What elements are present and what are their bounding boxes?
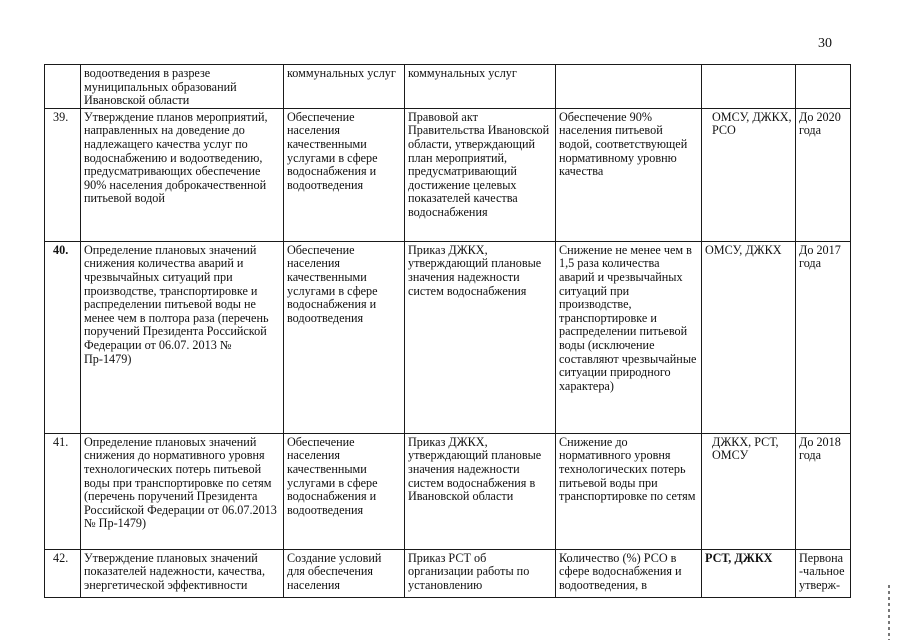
table-row (45, 433, 851, 549)
page-number: 30 (818, 36, 832, 51)
executor-cell: ОМСУ, ДЖКХ (702, 241, 796, 433)
table-row (45, 65, 851, 109)
event-cell: Утверждение планов мероприятий, направленных на доведение до надлежащего качества услуг по водоснабжению и водоотведению, предусматривающих обеспечение 90% населения доброкачественной питьевой водой (81, 108, 284, 241)
goal-cell: коммунальных услуг (284, 65, 405, 109)
event-cell: водоотведения в разрезе муниципальных образований Ивановской области (81, 65, 284, 109)
goal-cell: Создание условий для обеспечения населения (284, 549, 405, 597)
executor-cell: ДЖКХ, РСТ, ОМСУ (702, 433, 796, 549)
goal-cell: Обеспечение населения качественными услугами в сфере водоснабжения и водоотведения (284, 241, 405, 433)
deadline-cell (796, 65, 851, 109)
deadline-cell: До 2018 года (796, 433, 851, 549)
table-row (45, 241, 851, 433)
scan-edge-mark (888, 585, 890, 640)
goal-cell: Обеспечение населения качественными услугами в сфере водоснабжения и водоотведения (284, 108, 405, 241)
goal-cell: Обеспечение населения качественными услугами в сфере водоснабжения и водоотведения (284, 433, 405, 549)
deadline-cell: До 2017 года (796, 241, 851, 433)
row-number: 40. (45, 241, 81, 433)
document-cell: коммунальных услуг (405, 65, 556, 109)
result-cell: Снижение до нормативного уровня технологических потерь питьевой воды при транспортировке по сетям (556, 433, 702, 549)
executor-cell: РСТ, ДЖКХ (702, 549, 796, 597)
table-row (45, 108, 851, 241)
document-cell: Приказ РСТ об организации работы по установлению (405, 549, 556, 597)
event-cell: Утверждение плановых значений показателей надежности, качества, энергетической эффективности (81, 549, 284, 597)
deadline-cell: Первона-чальное утверж- (796, 549, 851, 597)
document-cell: Приказ ДЖКХ, утверждающий плановые значения надежности систем водоснабжения в Ивановской области (405, 433, 556, 549)
row-number: 42. (45, 549, 81, 597)
row-number (45, 65, 81, 109)
document-cell: Правовой акт Правительства Ивановской области, утверждающий план мероприятий, предусматривающий достижение целевых показателей качества водоснабжения (405, 108, 556, 241)
result-cell: Обеспечение 90% населения питьевой водой, соответствующей нормативному уровню качества (556, 108, 702, 241)
row-number: 39. (45, 108, 81, 241)
result-cell (556, 65, 702, 109)
deadline-cell: До 2020 года (796, 108, 851, 241)
executor-cell: ОМСУ, ДЖКХ, РСО (702, 108, 796, 241)
table-row (45, 549, 851, 597)
measures-table (44, 64, 851, 598)
event-cell: Определение плановых значений снижения до нормативного уровня технологических потерь питьевой воды при транспортировке по сетям (перечень поручений Президента Российской Федерации от 06.07.2013 № Пр-1479) (81, 433, 284, 549)
document-cell: Приказ ДЖКХ, утверждающий плановые значения надежности систем водоснабжения (405, 241, 556, 433)
event-cell: Определение плановых значений снижения количества аварий и чрезвычайных ситуаций при производстве, транспортировке и распределении питьевой воды не менее чем в полтора раза (перечень поручений Президента Российской Федерации от 06.07. 2013 № Пр-1479) (81, 241, 284, 433)
result-cell: Количество (%) РСО в сфере водоснабжения и водоотведения, в (556, 549, 702, 597)
result-cell: Снижение не менее чем в 1,5 раза количества аварий и чрезвычайных ситуаций при производстве, транспортировке и распределении питьевой воды (исключение составляют чрезвычайные ситуации природного характера) (556, 241, 702, 433)
row-number: 41. (45, 433, 81, 549)
executor-cell (702, 65, 796, 109)
